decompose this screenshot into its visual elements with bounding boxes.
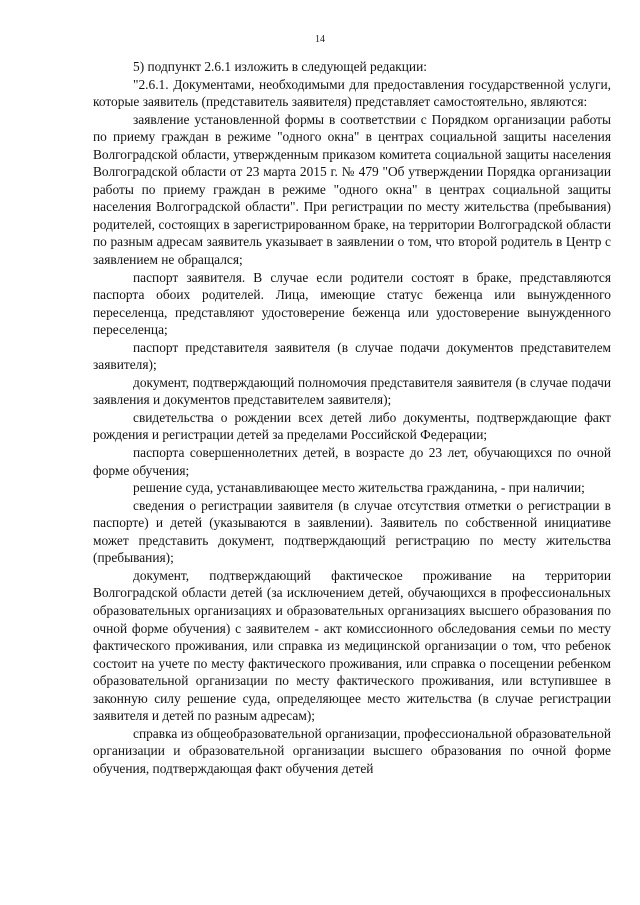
- paragraph: паспорта совершеннолетних детей, в возрасте до 23 лет, обучающихся по очной форме обучения;: [93, 445, 611, 478]
- paragraph: паспорт представителя заявителя (в случае подачи документов представителем заявителя);: [93, 339, 611, 373]
- paragraph: справка из общеобразовательной организации, профессиональной образовательной организации и образовательной организации высшего образования по очной форме обучения, подтверждающая факт обучения детей: [93, 725, 611, 776]
- document-body: [93, 58, 611, 777]
- paragraph: заявление установленной формы в соответствии с Порядком организации работы по приему граждан в режиме "одного окна" в центрах социальной защиты населения Волгоградской области, утвержденным приказом комитета социальной защиты населения Волгоградской области от 23 марта 2015 г. № 479 "Об утверждении Порядка организации работы по приему граждан в режиме "одного окна" в центрах социальной защиты населения Волгоградской области". При регистрации по месту жительства (пребывания) родителей, состоящих в зарегистрированном браке, на территории Волгоградской области по разным адресам заявитель указывает в заявлении о том, что второй родитель в Центр с заявлением не обращался;: [93, 111, 611, 268]
- paragraph: паспорт заявителя. В случае если родители состоят в браке, представляются паспорта обоих родителей. Лица, имеющие статус беженца или вынужденного переселенца, представляют удостоверение беженца или удостоверение вынужденного переселенца;: [93, 269, 611, 338]
- paragraph: документ, подтверждающий полномочия представителя заявителя (в случае подачи заявления и документов представителем заявителя);: [93, 374, 611, 408]
- paragraph: "2.6.1. Документами, необходимыми для предоставления государственной услуги, которые заявитель (представитель заявителя) представляет самостоятельно, являются:: [93, 76, 611, 110]
- paragraph: документ, подтверждающий фактическое проживание на территории Волгоградской области детей (за исключением детей, обучающихся в профессиональных образовательных организациях и образовательных организациях высшего образования по очной форме обучения) с заявителем - акт комиссионного обследования семьи по месту фактического проживания, или справка из медицинской организации о том, что ребенок состоит на учете по месту фактического проживания, или справка о посещении ребенком образовательной организации по месту фактического проживания, или вступившее в законную силу решение суда, определяющее место жительства (в случае регистрации заявителя и детей по разным адресам);: [93, 567, 611, 724]
- paragraph: сведения о регистрации заявителя (в случае отсутствия отметки о регистрации в паспорте) и детей (указываются в заявлении). Заявитель по собственной инициативе может представить документ, подтверждающий регистрацию по месту жительства (пребывания);: [93, 497, 611, 566]
- paragraph: свидетельства о рождении всех детей либо документы, подтверждающие факт рождения и регистрации детей за пределами Российской Федерации;: [93, 409, 611, 443]
- paragraph: 5) подпункт 2.6.1 изложить в следующей редакции:: [133, 59, 427, 74]
- paragraph: решение суда, устанавливающее место жительства гражданина, - при наличии;: [133, 480, 585, 496]
- page-number: 14: [315, 34, 325, 45]
